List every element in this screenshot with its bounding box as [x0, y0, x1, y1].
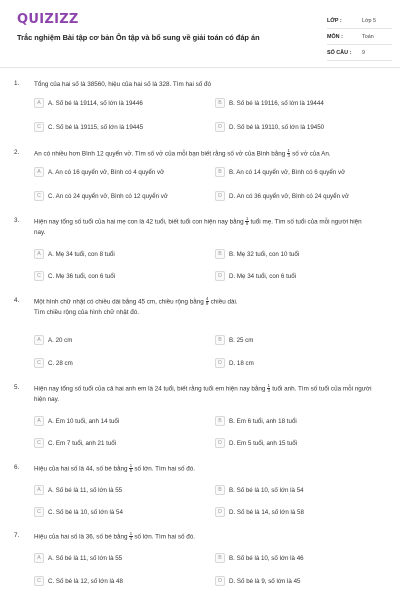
question-number: 7. — [14, 532, 20, 539]
option-letter-box: B — [215, 416, 225, 426]
option-letter-box: A — [34, 335, 44, 345]
option-letter-box: B — [215, 335, 225, 345]
meta-key: LỚP : — [327, 17, 342, 24]
fraction: $\frac{1}{6}$ — [245, 216, 249, 227]
option-d[interactable]: D D. An có 36 quyển vở, Bình có 24 quyển vở — [215, 190, 349, 202]
option-c[interactable]: C C. Mẹ 36 tuổi, con 6 tuổi — [34, 270, 115, 282]
meta-value: 9 — [362, 49, 365, 56]
meta-table — [327, 13, 392, 61]
question-text: An có nhiều hơn Bình 12 quyển vở. Tìm số vở của mỗi bạn biết rằng số vở của Bình bằng $\frac{1}{3}$ số vở của An. — [34, 148, 331, 159]
quizizz-logo[interactable]: QUIZIZZ — [17, 12, 79, 27]
option-letter-box: D — [215, 358, 225, 368]
question-subline: Tìm chiều rộng của hình chữ nhật đó. — [34, 308, 140, 316]
question-text: Tổng của hai số là 38560, hiệu của hai số là 328. Tìm hai số đó — [34, 81, 212, 88]
fraction: $\frac{1}{3}$ — [287, 148, 290, 159]
option-d[interactable]: D D. Số bé là 9, số lớn là 45 — [215, 575, 300, 587]
fraction: $\frac{1}{3}$ — [267, 383, 270, 394]
option-d[interactable]: D D. 18 cm — [215, 357, 254, 369]
fraction: $\frac{1}{4}$ — [129, 531, 133, 542]
option-a[interactable]: A A. Mẹ 34 tuổi, con 8 tuổi — [34, 248, 115, 260]
option-b[interactable]: B B. Số bé là 10, số lớn là 46 — [215, 552, 304, 564]
meta-key: SỐ CÂU : — [327, 49, 352, 56]
option-letter-box: B — [215, 553, 225, 563]
question-number: 3. — [14, 217, 20, 224]
option-a[interactable]: A A. An có 16 quyển vở, Bình có 4 quyển vở — [34, 166, 164, 178]
question-text: Hiệu của hai số là 44, số bé bằng $\frac{1}{5}$ số lớn. Tìm hai số đó. — [34, 463, 196, 474]
option-c[interactable]: C C. Số bé là 12, số lớn là 48 — [34, 575, 123, 587]
option-c[interactable]: C C. Số bé là 19115, số lớn là 19445 — [34, 121, 143, 133]
option-letter-box: B — [215, 167, 225, 177]
question-number: 1. — [14, 80, 20, 87]
fraction: $\frac{1}{5}$ — [129, 463, 133, 474]
option-a[interactable]: A A. Số bé là 11, số lớn là 55 — [34, 552, 122, 564]
option-b[interactable]: B B. 25 cm — [215, 334, 253, 346]
option-letter-box: D — [215, 576, 225, 586]
option-b[interactable]: B B. Mẹ 32 tuổi, con 10 tuổi — [215, 248, 299, 260]
worksheet-header — [0, 0, 400, 68]
option-letter-box: A — [34, 416, 44, 426]
page-title: Trắc nghiệm Bài tập cơ bản Ôn tập và bổ sung về giải toán có đáp án — [17, 33, 260, 42]
option-letter-box: A — [34, 249, 44, 259]
question-number: 6. — [14, 464, 20, 471]
question-text: Hiện nay tổng số tuổi của cả hai anh em là 24 tuổi, biết rằng tuổi em hiện nay bằng $\frac{1}{3}$ tuổi anh. Tìm số tuổi của mỗi người hiện nay. — [34, 383, 372, 403]
option-c[interactable]: C C. Số bé là 10, số lớn là 54 — [34, 506, 123, 518]
meta-row-count — [327, 45, 392, 61]
option-b[interactable]: B B. Số bé là 19116, số lớn là 19444 — [215, 97, 324, 109]
option-letter-box: B — [215, 249, 225, 259]
question-number: 5. — [14, 384, 20, 391]
question-number: 2. — [14, 149, 20, 156]
meta-key: MÔN : — [327, 33, 343, 40]
option-c[interactable]: C C. 28 cm — [34, 357, 73, 369]
option-letter-box: C — [34, 576, 44, 586]
header-divider — [0, 67, 400, 68]
option-d[interactable]: D D. Số bé là 14, số lớn là 58 — [215, 506, 304, 518]
option-letter-box: D — [215, 271, 225, 281]
question-text: Hiện nay tổng số tuổi của hai mẹ con là 42 tuổi, biết tuổi con hiện nay bằng $\frac{1}{6}$ tuổi mẹ. Tìm số tuổi của mỗi người hiện nay. — [34, 216, 362, 236]
option-d[interactable]: D D. Em 5 tuổi, anh 15 tuổi — [215, 437, 297, 449]
option-letter-box: D — [215, 122, 225, 132]
option-letter-box: D — [215, 507, 225, 517]
fraction: $\frac{4}{9}$ — [206, 296, 209, 307]
question-text: Một hình chữ nhật có chiều dài bằng 45 cm, chiều rộng bằng $\frac{4}{9}$ chiều dài. Tìm chiều rộng của hình chữ nhật đó. — [34, 296, 238, 316]
option-a[interactable]: A A. Số bé là 19114, số lớn là 19446 — [34, 97, 143, 109]
option-letter-box: A — [34, 485, 44, 495]
option-letter-box: C — [34, 122, 44, 132]
option-letter-box: A — [34, 553, 44, 563]
option-a[interactable]: A A. Số bé là 11, số lớn là 55 — [34, 484, 122, 496]
option-letter-box: A — [34, 98, 44, 108]
option-letter-box: B — [215, 485, 225, 495]
option-letter-box: D — [215, 191, 225, 201]
option-d[interactable]: D D. Số bé là 19110, số lớn là 19450 — [215, 121, 324, 133]
option-b[interactable]: B B. An có 14 quyển vở, Bình có 6 quyển vở — [215, 166, 345, 178]
meta-value: Toán — [362, 33, 374, 40]
question-number: 4. — [14, 297, 20, 304]
option-b[interactable]: B B. Em 6 tuổi, anh 18 tuổi — [215, 415, 297, 427]
option-a[interactable]: A A. Em 10 tuổi, anh 14 tuổi — [34, 415, 119, 427]
option-letter-box: B — [215, 98, 225, 108]
option-letter-box: C — [34, 358, 44, 368]
option-d[interactable]: D D. Mẹ 34 tuổi, con 6 tuổi — [215, 270, 296, 282]
option-letter-box: C — [34, 438, 44, 448]
option-letter-box: C — [34, 271, 44, 281]
option-letter-box: C — [34, 507, 44, 517]
meta-row-grade — [327, 13, 392, 29]
option-c[interactable]: C C. Em 7 tuổi, anh 21 tuổi — [34, 437, 116, 449]
option-c[interactable]: C C. An có 24 quyển vở, Bình có 12 quyển vở — [34, 190, 168, 202]
meta-value: Lớp 5 — [362, 17, 377, 24]
option-a[interactable]: A A. 20 cm — [34, 334, 72, 346]
option-letter-box: A — [34, 167, 44, 177]
meta-row-subject — [327, 29, 392, 45]
option-b[interactable]: B B. Số bé là 10, số lớn là 54 — [215, 484, 304, 496]
option-letter-box: D — [215, 438, 225, 448]
question-text: Hiệu của hai số là 36, số bé bằng $\frac{1}{4}$ số lớn. Tìm hai số đó. — [34, 531, 196, 542]
option-letter-box: C — [34, 191, 44, 201]
